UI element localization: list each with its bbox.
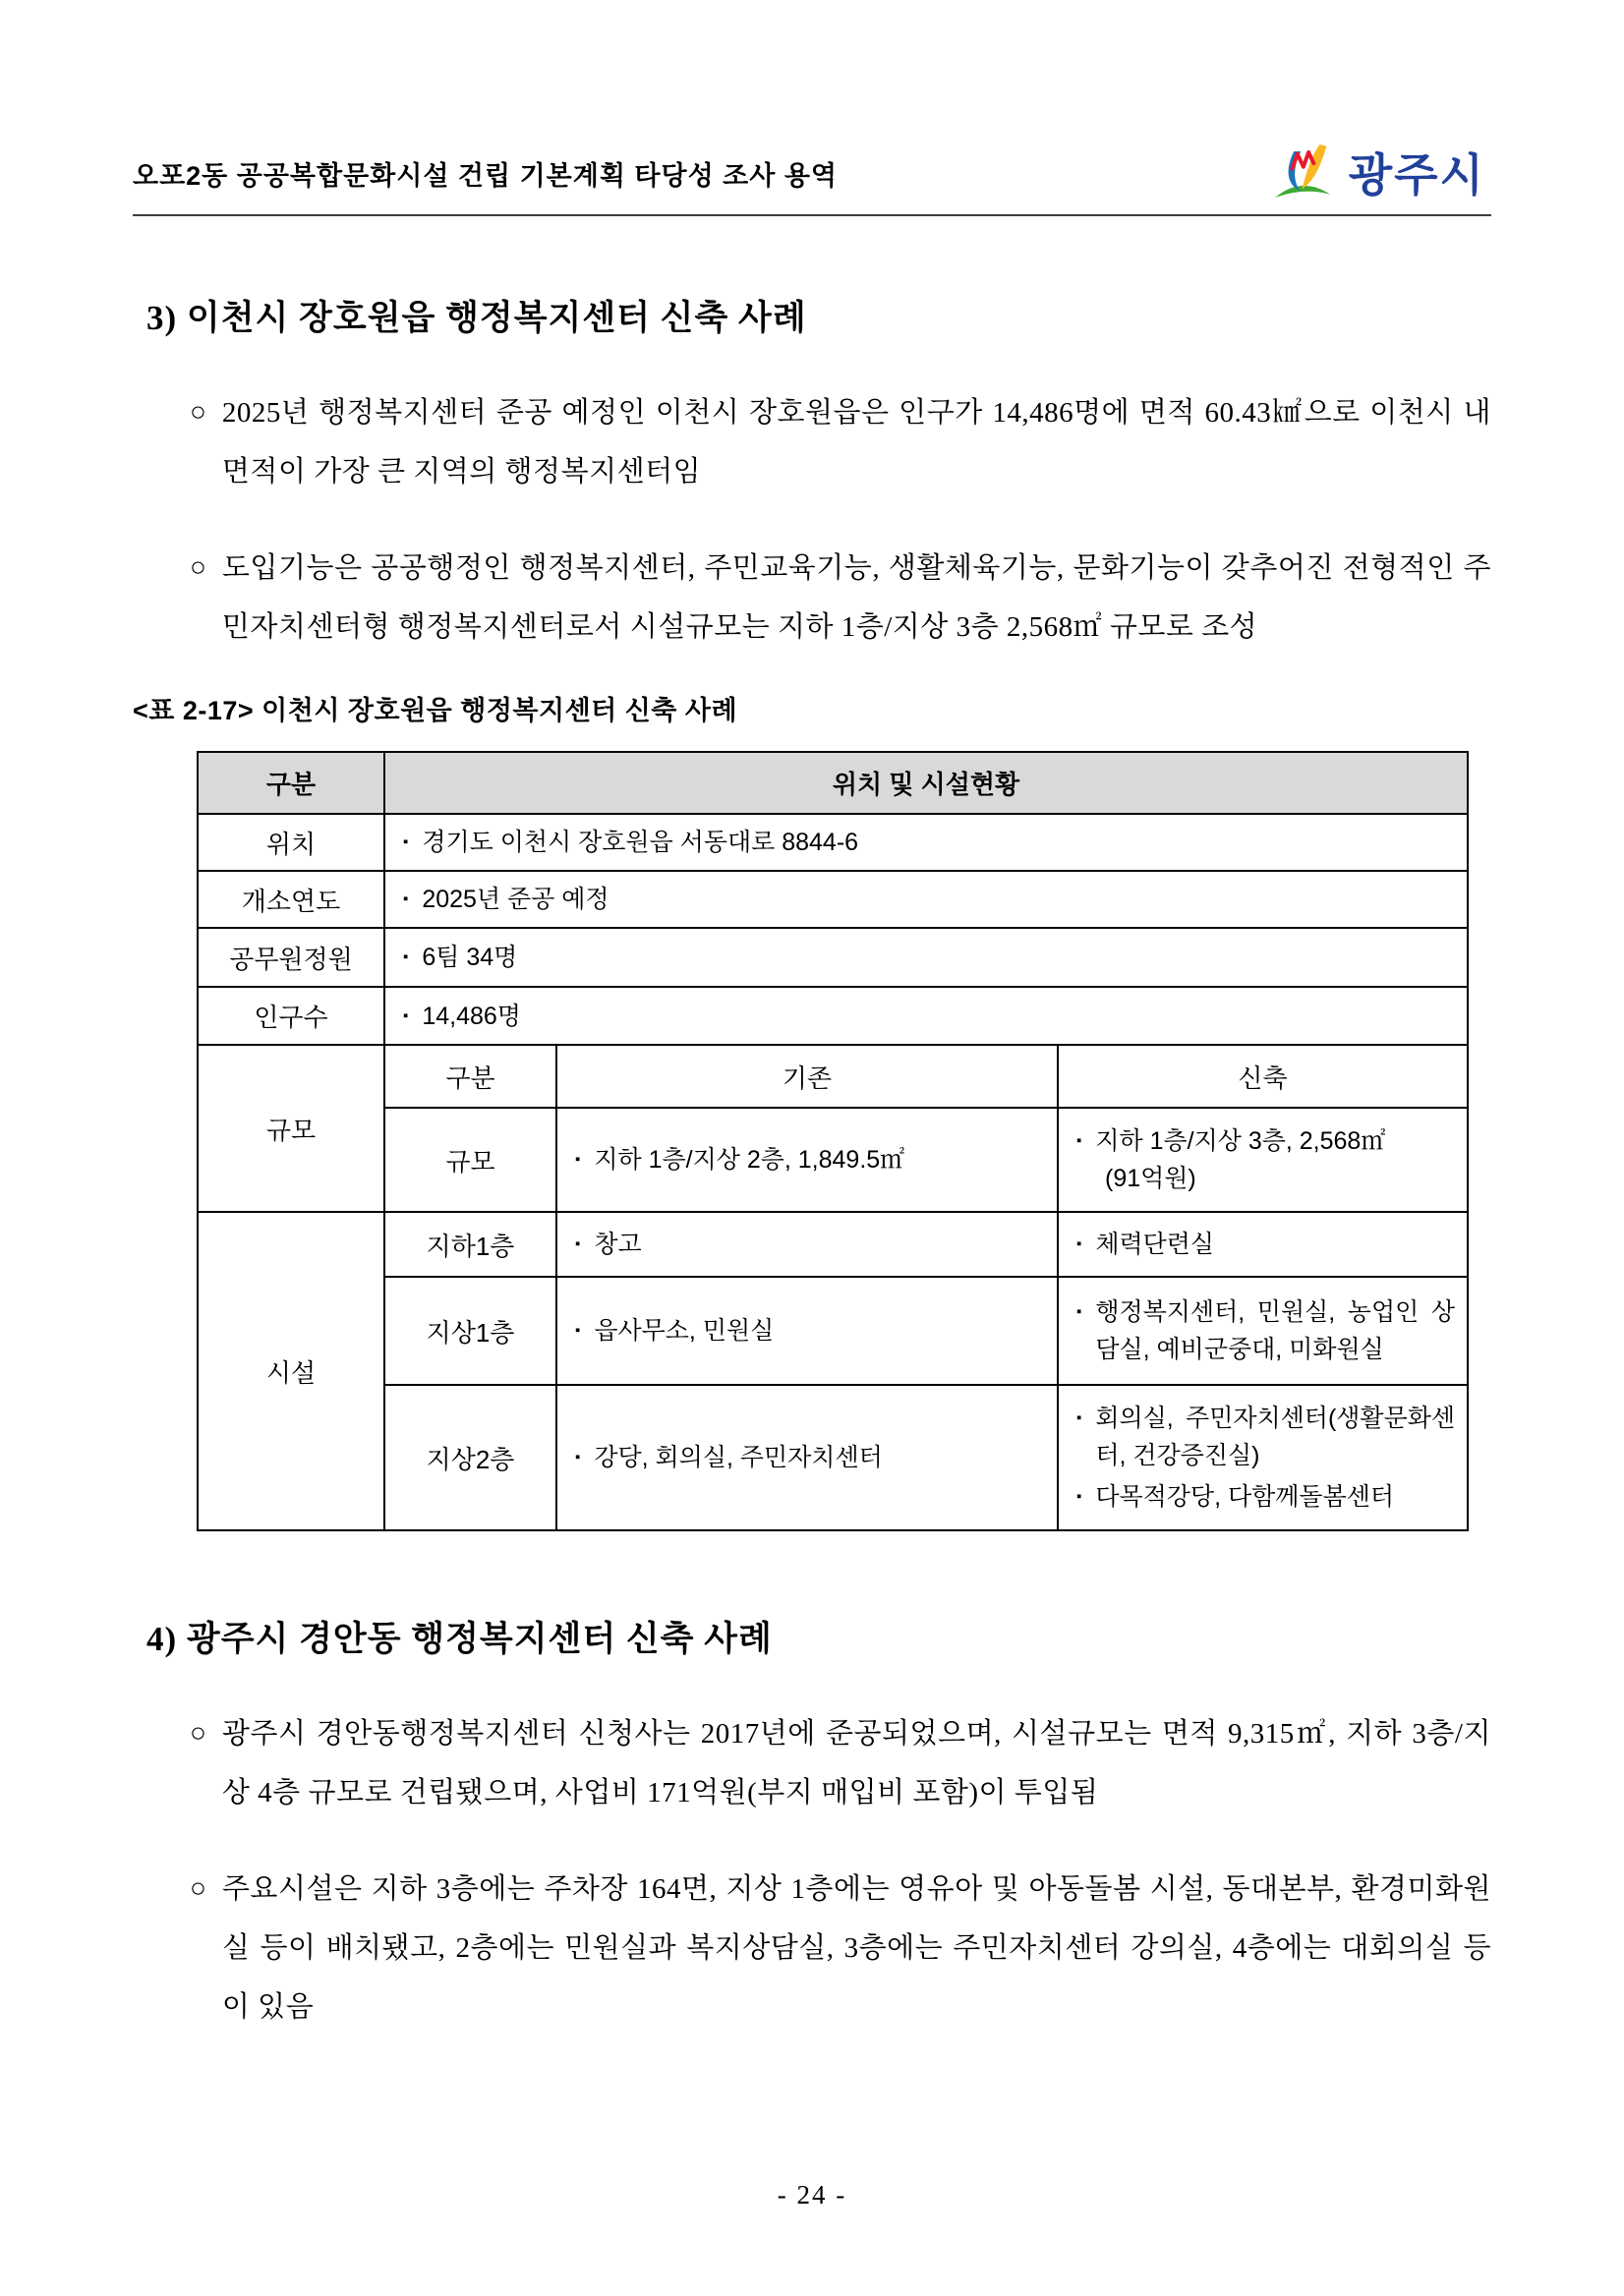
bullet-text: 주요시설은 지하 3층에는 주차장 164면, 지상 1층에는 영유아 및 아동돌봄 시설, 동대본부, 환경미화원실 등이 배치됐고, 2층에는 민원실과 복지상담실, 3층에는 주민자치센터 강의실, 4층에는 대회의실 등이 있음 — [221, 1873, 1491, 2023]
scale-existing-cell — [556, 1108, 1058, 1212]
table-subheader-row — [198, 1045, 1468, 1108]
cell-text: 창고 — [594, 1231, 642, 1258]
floor-label: 지상2층 — [384, 1385, 556, 1530]
floor-label: 지상1층 — [384, 1277, 556, 1385]
floor-label: 지하1층 — [384, 1212, 556, 1277]
cell-text: 다목적강당, 다함께돌봄센터 — [1095, 1483, 1395, 1511]
row-value-population — [384, 987, 1468, 1045]
scale-new-cell — [1058, 1108, 1468, 1212]
table-header-location-status: 위치 및 시설현황 — [384, 752, 1468, 814]
section4-heading: 4) 광주시 경안동 행정복지센터 신축 사례 — [146, 1620, 773, 1658]
doc-header — [133, 0, 1491, 216]
square-bullet-marker: ▪ — [575, 1449, 581, 1465]
table-row — [198, 871, 1468, 928]
floor-new-cell — [1058, 1385, 1468, 1530]
cell-text-note: (91억원) — [1105, 1165, 1196, 1192]
row-label-population: 인구수 — [198, 987, 384, 1045]
circle-bullet-marker: ○ — [190, 1873, 206, 1904]
row-label-facilities: 시설 — [198, 1212, 384, 1530]
floor-new-cell — [1058, 1212, 1468, 1277]
row-value-opening-year — [384, 871, 1468, 928]
square-bullet-marker: ▪ — [403, 890, 409, 907]
table-row-floor-1f — [198, 1277, 1468, 1385]
cell-text: 경기도 이천시 장호원읍 서동대로 8844-6 — [422, 829, 859, 856]
square-bullet-marker: ▪ — [575, 1151, 581, 1168]
square-bullet-marker: ▪ — [1076, 1303, 1082, 1320]
cell-text: 회의실, 주민자치센터(생활문화센터, 건강증진실) — [1095, 1405, 1456, 1469]
subheader-new: 신축 — [1058, 1045, 1468, 1108]
logo-text: 광주시 — [1348, 149, 1485, 201]
circle-bullet-marker: ○ — [190, 552, 206, 583]
bullet-text: 도입기능은 공공행정인 행정복지센터, 주민교육기능, 생활체육기능, 문화기능이 갖추어진 전형적인 주민자치센터형 행정복지센터로서 시설규모는 지하 1층/지상 3층 2,568㎡ 규모로 조성 — [221, 552, 1491, 643]
cell-text: 지하 1층/지상 2층, 1,849.5㎡ — [594, 1146, 905, 1174]
square-bullet-marker: ▪ — [575, 1322, 581, 1339]
subheader-category: 구분 — [384, 1045, 556, 1108]
table-header-row — [198, 752, 1468, 814]
row-label-scale: 규모 — [198, 1045, 384, 1212]
case-table — [197, 751, 1469, 1531]
table-caption: <표 2-17> 이천시 장호원읍 행정복지센터 신축 사례 — [133, 696, 738, 725]
page-number: - 24 - — [777, 2180, 847, 2210]
square-bullet-marker: ▪ — [403, 948, 409, 965]
row-value-location — [384, 814, 1468, 871]
cell-text: 읍사무소, 민원실 — [594, 1317, 775, 1345]
cell-text: 지하 1층/지상 3층, 2,568㎡ — [1095, 1127, 1386, 1155]
cell-text: 체력단련실 — [1095, 1231, 1215, 1258]
row-label-opening-year: 개소연도 — [198, 871, 384, 928]
circle-bullet-marker: ○ — [190, 397, 206, 428]
square-bullet-marker: ▪ — [403, 833, 409, 850]
table-row — [198, 928, 1468, 987]
bullet-item — [190, 1860, 1491, 2037]
floor-new-cell — [1058, 1277, 1468, 1385]
square-bullet-marker: ▪ — [1076, 1409, 1082, 1426]
table-header-category: 구분 — [198, 752, 384, 814]
square-bullet-marker: ▪ — [575, 1235, 581, 1252]
row-label-location: 위치 — [198, 814, 384, 871]
square-bullet-marker: ▪ — [1076, 1132, 1082, 1149]
table-row-floor-b1 — [198, 1212, 1468, 1277]
scale-row-label: 규모 — [384, 1108, 556, 1212]
square-bullet-marker: ▪ — [403, 1006, 409, 1024]
table-row — [198, 987, 1468, 1045]
square-bullet-marker: ▪ — [1076, 1488, 1082, 1505]
header-title: 오포2동 공공복합문화시설 건립 기본계획 타당성 조사 용역 — [133, 161, 838, 191]
square-bullet-marker: ▪ — [1076, 1235, 1082, 1252]
row-value-staff — [384, 928, 1468, 987]
row-label-staff: 공무원정원 — [198, 928, 384, 987]
bullet-text: 2025년 행정복지센터 준공 예정인 이천시 장호원읍은 인구가 14,486명에 면적 60.43㎢으로 이천시 내 면적이 가장 큰 지역의 행정복지센터임 — [221, 397, 1491, 488]
table-row-scale — [198, 1108, 1468, 1212]
table-row-floor-2f — [198, 1385, 1468, 1530]
cell-text: 14,486명 — [422, 1002, 521, 1030]
circle-bullet-marker: ○ — [190, 1718, 206, 1749]
section4-bullets — [190, 1704, 1491, 2037]
floor-existing-cell — [556, 1385, 1058, 1530]
section3-bullets — [190, 383, 1491, 657]
floor-existing-cell — [556, 1277, 1058, 1385]
floor-existing-cell — [556, 1212, 1058, 1277]
section3-heading: 3) 이천시 장호원읍 행정복지센터 신축 사례 — [146, 299, 807, 337]
bullet-item — [190, 1704, 1491, 1822]
bullet-item — [190, 383, 1491, 501]
cell-text: 강당, 회의실, 주민자치센터 — [594, 1444, 883, 1471]
bullet-text: 광주시 경안동행정복지센터 신청사는 2017년에 준공되었으며, 시설규모는 면적 9,315㎡, 지하 3층/지상 4층 규모로 건립됐으며, 사업비 171억원(부지 매입비 포함)이 투입됨 — [221, 1718, 1491, 1808]
subheader-existing: 기존 — [556, 1045, 1058, 1108]
gwangju-logo — [1266, 138, 1491, 206]
cell-text: 6팀 34명 — [422, 944, 518, 971]
bullet-item — [190, 539, 1491, 657]
cell-text: 행정복지센터, 민원실, 농업인 상담실, 예비군중대, 미화원실 — [1095, 1298, 1456, 1363]
cell-text: 2025년 준공 예정 — [422, 886, 609, 913]
logo-emblem-icon — [1266, 138, 1339, 206]
table-row — [198, 814, 1468, 871]
